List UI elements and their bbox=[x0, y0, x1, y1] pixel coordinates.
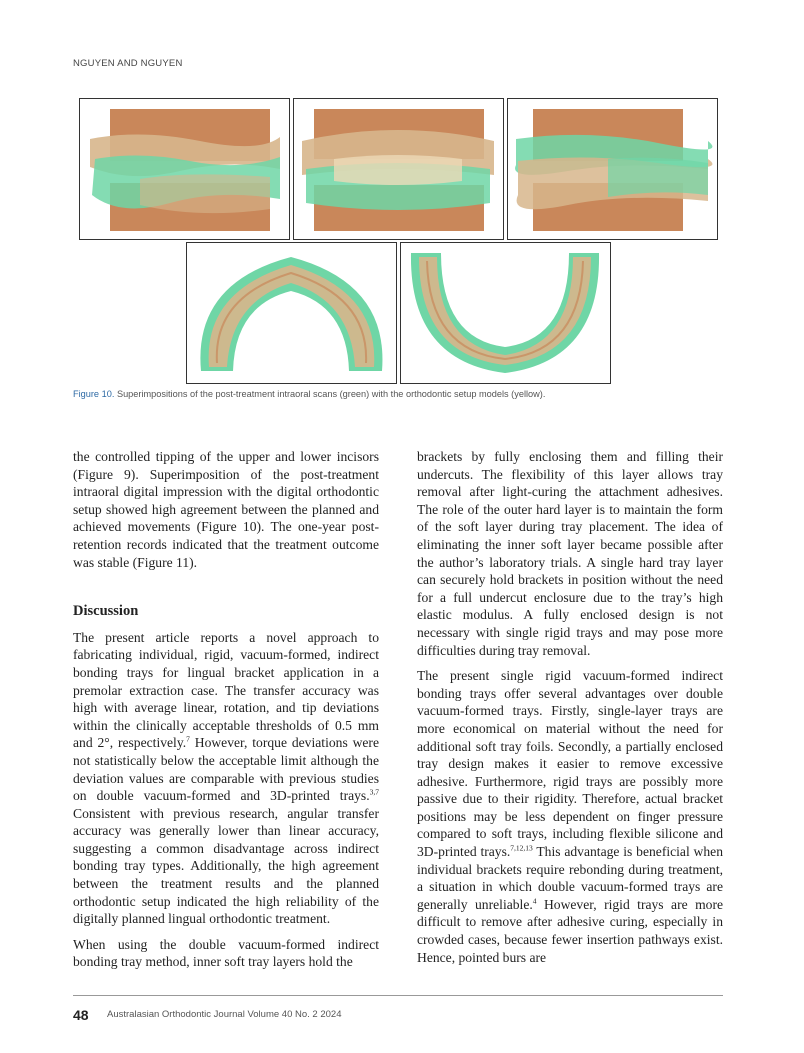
figure-caption-text: Superimpositions of the post-treatment intraoral scans (green) with the orthodontic setup models (yellow). bbox=[116, 389, 546, 399]
figure-panel-upper-occlusal bbox=[186, 242, 397, 384]
paragraph: brackets by fully enclosing them and filling their undercuts. The flexibility of this layer allows tray removal after light-curing the attachment adhesives. The role of the outer hard layer is to maintain the form of the soft layer during tray placement. The idea of eliminating the inner soft layer became possible after the author’s laboratory trials. A single hard tray layer can securely hold brackets in position without the need for a full undercut enclosure due to the tray’s high elastic modulus. A fully enclosed design is not necessary with single rigid trays and may pose more difficulties during tray removal. bbox=[417, 449, 723, 658]
section-heading-discussion: Discussion bbox=[73, 603, 139, 620]
right-column bbox=[417, 448, 723, 974]
paragraph: The present single rigid vacuum-formed indirect bonding trays offer several advantages over double vacuum-formed trays. Firstly, single-layer trays are more economical on material without the need for additional soft tray foils. Secondly, a partially enclosed tray design makes it easier to remove excessive adhesive. Furthermore, rigid trays are possibly more passive due to their rigidity. Therefore, actual bracket positions may be less dependent on finger pressure compared to soft trays, including flexible silicone and 3D-printed trays.$^{7,12,13}$ This advantage is beneficial when individual brackets require rebonding during treatment, a situation in which double vacuum-formed trays are generally unreliable.$^4$ However, rigid trays are more difficult to remove after adhesive curing, especially in crowded cases, because fewer insertion pathways exist. Hence, pointed burs are bbox=[417, 668, 724, 965]
paragraph: The present article reports a novel approach to fabricating individual, rigid, vacuum-formed, indirect bonding trays for lingual bracket application in a premolar extraction case. The transfer accuracy was high with average linear, rotation, and tip deviations within the clinically acceptable thresholds of 0.5 mm and 2°, respectively.$^7$ However, torque deviations were not statistically below the acceptable limit although the deviation values are comparable with previous studies on double vacuum-formed and 3D-printed trays.$^{3,7}$ Consistent with previous research, angular transfer accuracy was generally lower than linear accuracy, suggesting a common disadvantage across indirect bonding tray types. Additionally, the high agreement between the treatment results and the planned orthodontic setup indicated the high reliability of the digitally planned lingual orthodontic treatment. bbox=[73, 629, 379, 927]
figure-panel-left-lateral bbox=[507, 98, 718, 240]
paragraph: the controlled tipping of the upper and lower incisors (Figure 9). Superimposition of the post-treatment intraoral digital impression with the digital orthodontic setup showed high agreement between the planned and achieved movements (Figure 10). The one-year post-retention records indicated that the treatment outcome was stable (Figure 11). bbox=[73, 449, 379, 570]
paragraph: When using the double vacuum-formed indirect bonding tray method, inner soft tray layers hold the bbox=[73, 936, 379, 970]
left-column bbox=[73, 448, 379, 979]
figure-panel-lower-occlusal bbox=[400, 242, 611, 384]
figure-panel-frontal bbox=[293, 98, 504, 240]
figure-panel-right-lateral bbox=[79, 98, 290, 240]
journal-citation: Australasian Orthodontic Journal Volume 40 No. 2 2024 bbox=[107, 1009, 342, 1020]
figure-label: Figure 10. bbox=[73, 389, 115, 399]
footer-rule bbox=[73, 995, 723, 996]
figure-caption bbox=[73, 389, 733, 399]
running-head: NGUYEN AND NGUYEN bbox=[73, 58, 183, 69]
page-number: 48 bbox=[73, 1007, 89, 1023]
